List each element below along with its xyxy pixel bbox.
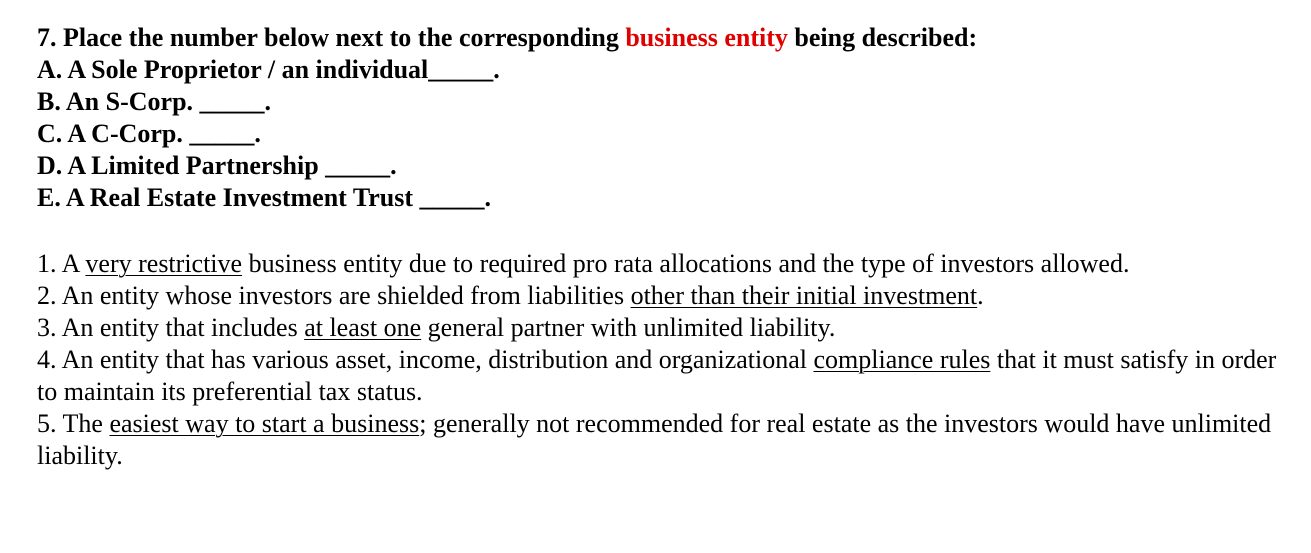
option-c <box>37 118 1297 150</box>
question-prompt <box>37 22 1297 54</box>
answer-blank[interactable]: _____. <box>325 151 397 180</box>
question-document <box>37 22 1297 472</box>
description-3 <box>37 312 1297 344</box>
question-prefix: 7. Place the number below next to the corresponding <box>37 23 626 52</box>
answer-blank[interactable]: _____. <box>199 87 272 116</box>
description-text: 1. A <box>37 249 86 278</box>
description-text: 2. An entity whose investors are shielded from liabilities <box>37 281 631 310</box>
description-text: that it must satisfy in order to maintain its preferential tax status. <box>37 345 1277 406</box>
description-text: 5. The <box>37 409 110 438</box>
question-suffix: being described: <box>787 23 978 52</box>
description-text: 4. An entity that has various asset, income, distribution and organizational <box>37 345 814 374</box>
description-text: ; generally not recommended for real estate as the investors would have unlimited liability. <box>37 409 1272 470</box>
answer-blank[interactable]: _____. <box>419 183 492 212</box>
option-b <box>37 86 1297 118</box>
answer-blank[interactable]: _____. <box>428 55 500 84</box>
description-text: 3. An entity that includes <box>37 313 305 342</box>
description-4 <box>37 344 1297 408</box>
answer-blank[interactable]: _____. <box>189 119 261 148</box>
description-5 <box>37 408 1297 472</box>
option-text: E. A Real Estate Investment Trust <box>37 183 420 212</box>
question-highlight: business entity <box>625 23 788 52</box>
option-text: A. A Sole Proprietor / an individual <box>37 55 429 84</box>
description-underlined: compliance rules <box>813 345 991 374</box>
option-d <box>37 150 1297 182</box>
description-1 <box>37 248 1297 280</box>
option-e <box>37 182 1297 214</box>
description-underlined: easiest way to start a business <box>109 409 420 438</box>
option-text: D. A Limited Partnership <box>37 151 326 180</box>
description-underlined: very restrictive <box>85 249 243 278</box>
description-text: general partner with unlimited liability. <box>421 313 836 342</box>
option-text: B. An S-Corp. <box>37 87 200 116</box>
description-underlined: at least one <box>304 313 422 342</box>
section-spacer <box>37 214 1297 248</box>
description-2 <box>37 280 1297 312</box>
option-text: C. A C-Corp. <box>37 119 190 148</box>
description-underlined: other than their initial investment <box>630 281 978 310</box>
description-text: . <box>977 281 984 310</box>
option-a <box>37 54 1297 86</box>
description-text: business entity due to required pro rata allocations and the type of investors allowed. <box>242 249 1130 278</box>
